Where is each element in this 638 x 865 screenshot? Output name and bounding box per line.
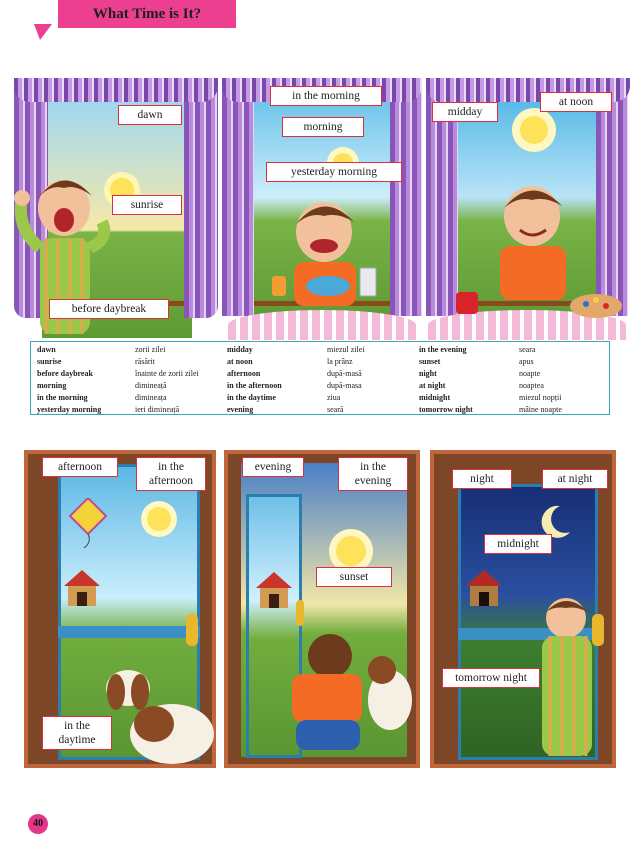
vocab-term: evening <box>227 405 254 414</box>
sun-icon <box>134 494 184 544</box>
doghouse-icon <box>254 570 294 610</box>
label-line: daytime <box>58 734 96 746</box>
label-line: in the <box>158 461 184 473</box>
vocab-term: in the afternoon <box>227 381 282 390</box>
title-banner-tail <box>30 24 54 42</box>
scene-midday <box>426 78 630 340</box>
vocabulary-table <box>30 341 610 415</box>
curtain-valance <box>14 78 218 102</box>
vocab-col2-english <box>227 344 282 416</box>
vocab-term: dawn <box>37 345 56 354</box>
vocab-translation: răsărit <box>135 357 155 366</box>
label-before-daybreak: before daybreak <box>49 299 169 319</box>
vocab-term: afternoon <box>227 369 261 378</box>
vocab-translation: la prânz <box>327 357 353 366</box>
boy-petting-dog-illustration <box>282 630 418 764</box>
label-midday: midday <box>432 102 498 122</box>
vocab-term: in the daytime <box>227 393 276 402</box>
vocab-col1-english <box>37 344 101 416</box>
label-at-noon: at noon <box>540 92 612 112</box>
vocab-translation: miezul zilei <box>327 345 365 354</box>
vocab-col1-romanian <box>135 344 199 416</box>
basset-hound-illustration <box>94 664 222 768</box>
boy-eating-cereal-illustration <box>264 190 414 320</box>
vocab-translation: ziua <box>327 393 341 402</box>
label-line: in the <box>360 461 386 473</box>
vocab-term: tomorrow night <box>419 405 473 414</box>
vocab-translation: seara <box>519 345 536 354</box>
vocab-col3-romanian <box>519 344 562 416</box>
kite-icon <box>68 498 108 548</box>
vocab-term: sunset <box>419 357 441 366</box>
vocab-term: yesterday morning <box>37 405 102 414</box>
label-tomorrow-night: tomorrow night <box>442 668 540 688</box>
vocab-term: before daybreak <box>37 369 93 378</box>
label-dawn: dawn <box>118 105 182 125</box>
vocab-term: in the morning <box>37 393 88 402</box>
vocab-term: morning <box>37 381 67 390</box>
label-at-night: at night <box>542 469 608 489</box>
door-crossbar <box>58 626 200 638</box>
label-sunrise: sunrise <box>112 195 182 215</box>
vocab-translation: dimineața <box>135 393 167 402</box>
scene-morning <box>222 78 422 340</box>
label-line: afternoon <box>148 475 194 487</box>
vocab-translation: după-masa <box>327 381 362 390</box>
vocab-translation: dimineață <box>135 381 167 390</box>
boy-painting-illustration <box>456 172 628 322</box>
vocab-term: midnight <box>419 393 451 402</box>
label-night: night <box>452 469 512 489</box>
vocab-term: at noon <box>227 357 253 366</box>
vocab-translation: seară <box>327 405 344 414</box>
left-curtain <box>426 88 458 316</box>
doghouse-icon <box>464 568 504 608</box>
label-midnight: midnight <box>484 534 552 554</box>
label-yesterday-morning: yesterday morning <box>266 162 402 182</box>
page-number: 40 <box>28 814 48 834</box>
label-in-the-daytime <box>42 716 112 750</box>
label-in-the-afternoon <box>136 457 206 491</box>
door-handle <box>296 600 304 626</box>
scene-afternoon <box>24 450 216 768</box>
door-handle <box>186 614 198 646</box>
label-line: in the <box>64 720 90 732</box>
vocab-col3-english <box>419 344 473 416</box>
vocab-term: night <box>419 369 437 378</box>
vocab-term: sunrise <box>37 357 62 366</box>
label-afternoon: afternoon <box>42 457 118 477</box>
label-sunset: sunset <box>316 567 392 587</box>
vocab-translation: ieri dimineață <box>135 405 180 414</box>
vocab-translation: apus <box>519 357 534 366</box>
scene-evening <box>224 450 420 768</box>
label-morning: morning <box>282 117 364 137</box>
vocab-term: midday <box>227 345 253 354</box>
vocab-translation: înainte de zorii zilei <box>135 369 199 378</box>
vocab-translation: noaptea <box>519 381 544 390</box>
label-line: evening <box>354 475 392 487</box>
vocab-term: at night <box>419 381 446 390</box>
vocab-translation: noapte <box>519 369 541 378</box>
scene-dawn <box>14 78 218 340</box>
right-curtain <box>184 88 218 318</box>
label-in-the-morning: in the morning <box>270 86 382 106</box>
label-evening: evening <box>242 457 304 477</box>
label-in-the-evening <box>338 457 408 491</box>
page-title: What Time is It? <box>58 0 236 28</box>
doghouse-icon <box>62 568 102 608</box>
scene-night <box>430 450 616 768</box>
vocab-translation: mâine noapte <box>519 405 562 414</box>
vocab-translation: după-masă <box>327 369 362 378</box>
vocab-translation: zorii zilei <box>135 345 166 354</box>
vocab-col2-romanian <box>327 344 365 416</box>
vocab-term: in the evening <box>419 345 467 354</box>
vocab-translation: miezul nopții <box>519 393 562 402</box>
left-curtain <box>222 88 254 316</box>
